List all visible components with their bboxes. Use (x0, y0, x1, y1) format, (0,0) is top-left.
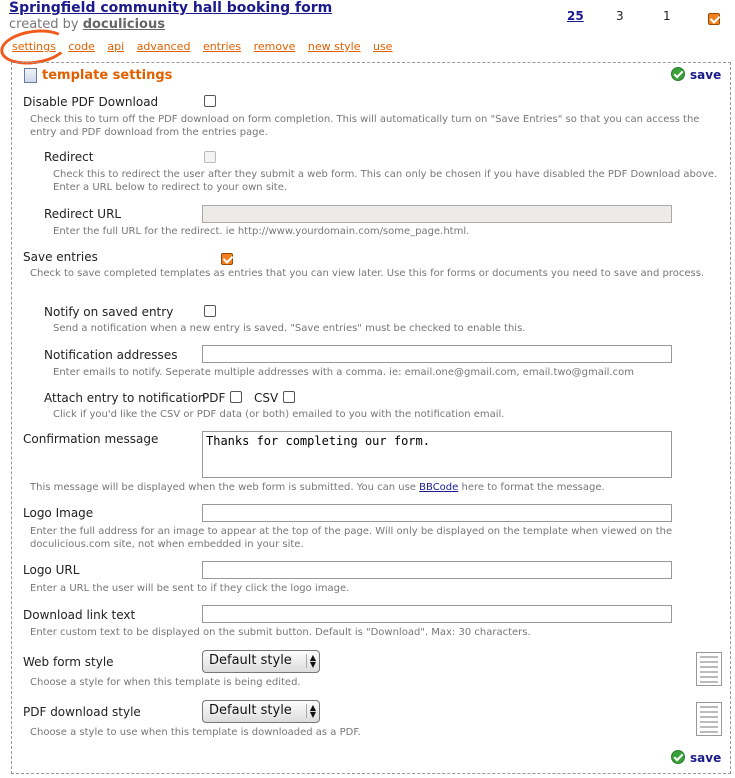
save-entries-help: Check to save completed templates as entries that you can view later. Use this for forms or documents you need to save and process. (30, 268, 705, 279)
confirmation-help-text: This message will be displayed when the web form is submitted. You can use (30, 482, 416, 493)
redirect-url-input[interactable] (202, 205, 672, 223)
attach-pdf-label: PDF (202, 391, 226, 405)
download-text-label: Download link text (23, 608, 136, 622)
download-text-input[interactable] (202, 605, 672, 623)
tab-api[interactable]: api (107, 40, 125, 53)
save-check-icon (671, 67, 685, 81)
tab-use[interactable]: use (372, 40, 393, 53)
tab-bar (12, 40, 401, 53)
stat-count-2: 3 (616, 9, 624, 23)
tab-new-style[interactable]: new style (307, 40, 361, 53)
attach-pdf-checkbox[interactable] (230, 391, 242, 403)
save-button-top[interactable]: save (690, 68, 722, 82)
logo-image-label: Logo Image (23, 506, 94, 520)
notify-addresses-label: Notification addresses (44, 348, 178, 362)
document-icon (24, 68, 37, 83)
confirmation-label: Confirmation message (23, 432, 159, 446)
download-text-help: Enter custom text to be displayed on the submit button. Default is "Download". Max: 30 characters. (30, 627, 531, 638)
pdf-style-label: PDF download style (23, 705, 141, 719)
tab-entries[interactable]: entries (202, 40, 242, 53)
confirmation-textarea[interactable] (202, 431, 672, 478)
web-style-preview-thumbnail[interactable] (696, 652, 722, 686)
select-arrows-icon: ▲ ▼ (306, 704, 316, 718)
notify-help: Send a notification when a new entry is saved. "Save entries" must be checked to enable this. (53, 323, 526, 334)
logo-url-help: Enter a URL the user will be sent to if they click the logo image. (30, 583, 350, 594)
pdf-style-select[interactable] (202, 700, 320, 723)
redirect-url-help: Enter the full URL for the redirect. ie http://www.yourdomain.com/some_page.html. (53, 226, 470, 237)
pdf-style-help: Choose a style to use when this template is downloaded as a PDF. (30, 727, 361, 738)
stat-count-3: 1 (663, 9, 671, 23)
author-link[interactable]: doculicious (82, 17, 165, 32)
stat-count-1[interactable]: 25 (567, 9, 584, 23)
tab-remove[interactable]: remove (253, 40, 296, 53)
pdf-style-value: Default style (209, 703, 292, 718)
attach-label: Attach entry to notification (44, 391, 206, 405)
logo-image-help: Enter the full address for an image to appear at the top of the page. Will only be displayed on the template when viewed on the doculicious.com site, not when embedded in your site. (30, 526, 673, 550)
web-style-help: Choose a style for when this template is being edited. (30, 677, 301, 688)
disable-pdf-label: Disable PDF Download (23, 95, 159, 109)
created-by-label: created by (9, 17, 79, 32)
save-entries-checkbox[interactable] (221, 253, 233, 265)
web-style-value: Default style (209, 653, 292, 668)
section-title: template settings (42, 68, 173, 83)
tab-settings[interactable]: settings (12, 40, 56, 53)
logo-image-input[interactable] (202, 504, 672, 522)
header-checkbox[interactable] (708, 13, 720, 25)
web-style-label: Web form style (23, 655, 114, 669)
disable-pdf-checkbox[interactable] (204, 95, 216, 107)
redirect-help: Check this to redirect the user after they submit a web form. This can only be chosen if you have disabled the PDF Download above. Enter a URL below to redirect to your own site. (53, 169, 718, 193)
notify-checkbox[interactable] (204, 305, 216, 317)
redirect-url-label: Redirect URL (44, 207, 122, 221)
save-entries-label: Save entries (23, 250, 98, 264)
attach-help: Click if you'd like the CSV or PDF data (or both) emailed to you with the notification email. (53, 409, 505, 420)
confirmation-help (30, 481, 720, 494)
tab-advanced[interactable]: advanced (136, 40, 191, 53)
bbcode-link[interactable]: BBCode (419, 482, 459, 493)
pdf-style-preview-thumbnail[interactable] (696, 702, 722, 736)
attach-csv-checkbox[interactable] (283, 391, 295, 403)
logo-url-label: Logo URL (23, 563, 80, 577)
redirect-label: Redirect (44, 150, 94, 164)
redirect-checkbox[interactable] (204, 151, 216, 163)
confirmation-help-text-end: here to format the message. (461, 482, 605, 493)
notify-addresses-help: Enter emails to notify. Seperate multiple addresses with a comma. ie: email.one@gmail.com, email.two@gmail.com (53, 367, 634, 378)
attach-csv-label: CSV (254, 391, 279, 405)
web-style-select[interactable] (202, 650, 320, 673)
disable-pdf-help: Check this to turn off the PDF download on form completion. This will automatically turn on "Save Entries" so that you can access the entry and PDF download from the entries page. (30, 114, 700, 138)
notify-addresses-input[interactable] (202, 345, 672, 363)
tab-code[interactable]: code (68, 40, 95, 53)
save-check-icon (671, 750, 685, 764)
select-arrows-icon: ▲ ▼ (306, 654, 316, 668)
notify-label: Notify on saved entry (44, 305, 174, 319)
template-title[interactable]: Springfield community hall booking form (9, 0, 333, 16)
save-button-bottom[interactable]: save (690, 751, 722, 765)
logo-url-input[interactable] (202, 561, 672, 579)
